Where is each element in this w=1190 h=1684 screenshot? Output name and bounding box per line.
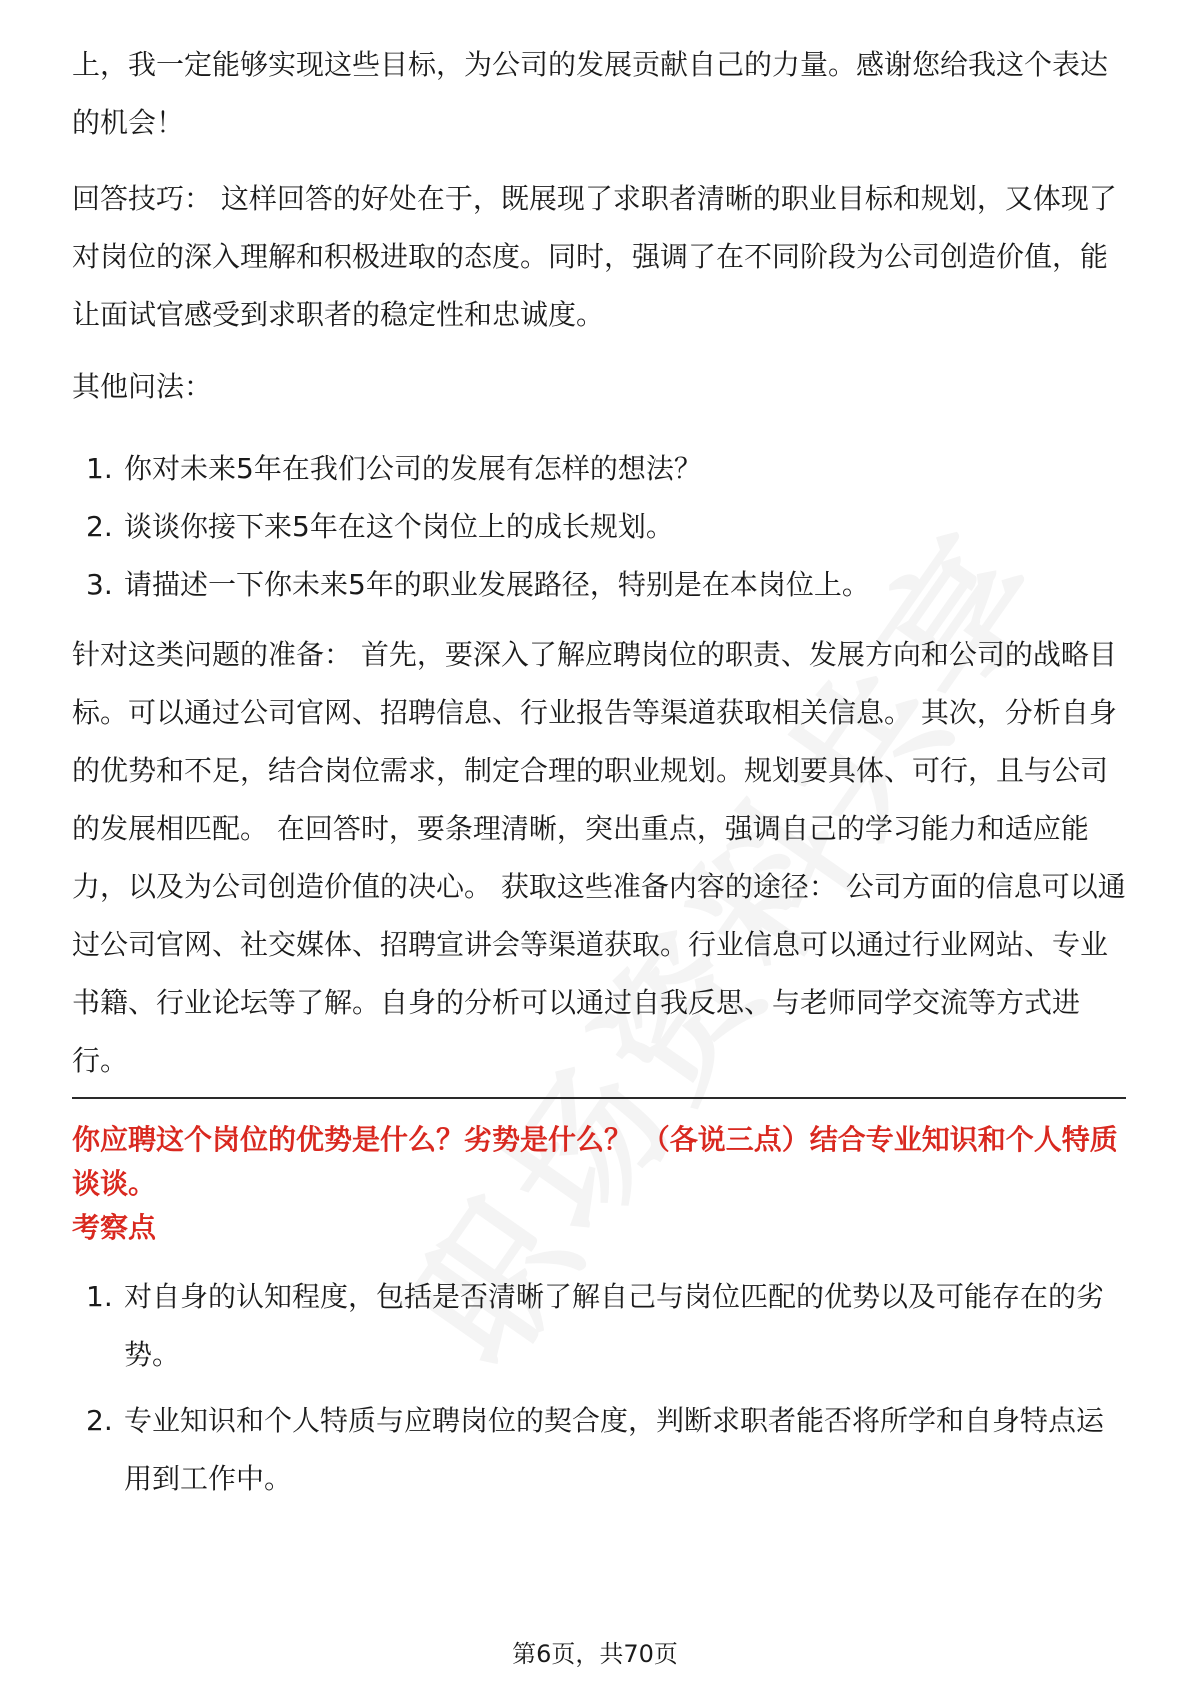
examination-points-list [72, 1268, 1126, 1508]
list-item-text: 对自身的认知程度，包括是否清晰了解自己与岗位匹配的优势以及可能存在的劣势。 [124, 1280, 1105, 1371]
list-item-number: 2. [86, 510, 113, 543]
other-questions-label: 其他问法： [72, 370, 213, 403]
page-footer: 第6页，共70页 [512, 1640, 678, 1668]
list-item-number: 1. [86, 1280, 113, 1313]
examination-points-label: 考察点 [72, 1211, 157, 1244]
list-item [72, 1268, 1126, 1384]
list-item-text: 请描述一下你未来5年的职业发展路径，特别是在本岗位上。 [124, 568, 870, 601]
other-questions-list [72, 440, 1126, 614]
list-item-number: 1. [86, 452, 113, 485]
preparation-paragraph: 针对这类问题的准备： 首先，要深入了解应聘岗位的职责、发展方向和公司的战略目标。可以通过公司官网、招聘信息、行业报告等渠道获取相关信息。 其次，分析自身的优势和不足，结合岗位需求，制定合理的职业规划。规划要具体、可行，且与公司的发展相匹配。 在回答时，要条理清晰，突出重点，强调自己的学习能力和适应能力，以及为公司创造价值的决心。 获取这些准备内容的途径： 公司方面的信息可以通过公司官网、社交媒体、招聘宣讲会等渠道获取。行业信息可以通过行业网站、专业书籍、行业论坛等了解。自身的分析可以通过自我反思、与老师同学交流等方式进行。 [72, 638, 1126, 1077]
list-item [72, 556, 1126, 614]
list-item [72, 440, 1126, 498]
list-item-text: 专业知识和个人特质与应聘岗位的契合度，判断求职者能否将所学和自身特点运用到工作中。 [124, 1404, 1105, 1495]
list-item-number: 3. [86, 568, 113, 601]
tips-paragraph: 回答技巧： 这样回答的好处在于，既展现了求职者清晰的职业目标和规划，又体现了对岗位的深入理解和积极进取的态度。同时，强调了在不同阶段为公司创造价值，能让面试官感受到求职者的稳定性和忠诚度。 [72, 182, 1117, 331]
list-item-text: 你对未来5年在我们公司的发展有怎样的想法？ [124, 452, 702, 485]
list-item [72, 1392, 1126, 1508]
list-item [72, 498, 1126, 556]
list-item-number: 2. [86, 1404, 113, 1437]
list-item-text: 谈谈你接下来5年在这个岗位上的成长规划。 [124, 510, 674, 543]
intro-paragraph: 上，我一定能够实现这些目标，为公司的发展贡献自己的力量。感谢您给我这个表达的机会！ [72, 48, 1109, 139]
question-heading: 你应聘这个岗位的优势是什么？劣势是什么？ （各说三点）结合专业知识和个人特质谈谈。 [72, 1123, 1118, 1200]
section-divider [72, 1097, 1126, 1099]
